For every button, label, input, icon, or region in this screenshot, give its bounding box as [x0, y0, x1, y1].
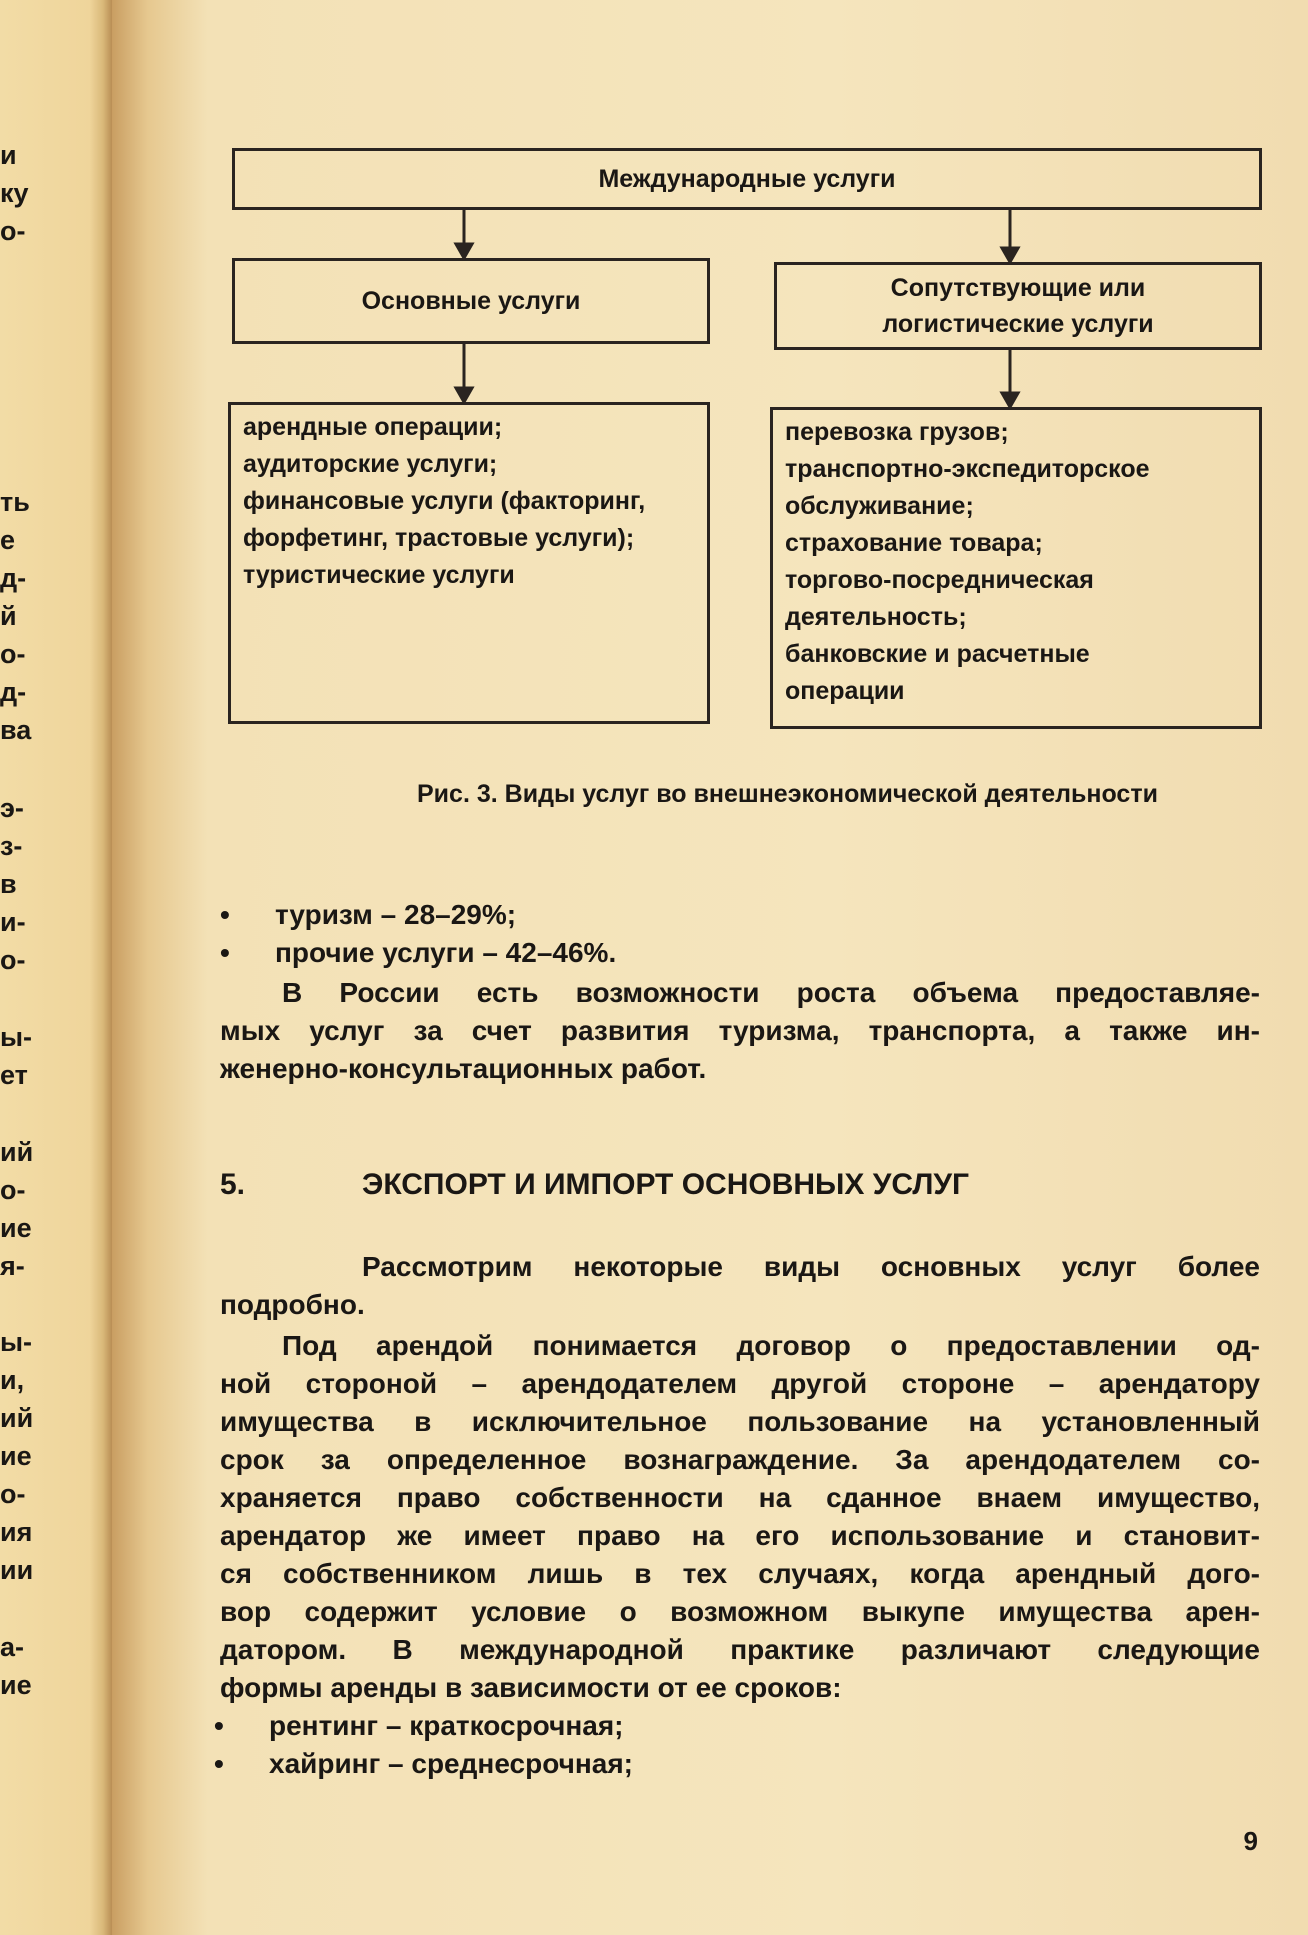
- list-item: банковские и расчетные: [785, 640, 1090, 668]
- list-item: деятельность;: [785, 603, 967, 631]
- list-item: страхование товара;: [785, 529, 1043, 557]
- paragraph-line: срок за определенное вознаграждение. За арендодателем со-: [220, 1444, 1260, 1475]
- list-item: торгово-посредническая: [785, 566, 1094, 594]
- edge-fragment: о-: [0, 1479, 26, 1509]
- diagram-right-header-line: логистические услуги: [882, 310, 1154, 338]
- edge-fragment: в: [0, 869, 17, 899]
- list-item: обслуживание;: [785, 492, 974, 520]
- diagram-left-header: Основные услуги: [361, 286, 581, 315]
- edge-fragment: о-: [0, 639, 26, 669]
- figure-caption-label: Рис. 3.: [417, 780, 498, 808]
- edge-fragment: ие: [0, 1441, 32, 1471]
- edge-fragment: й: [0, 601, 17, 631]
- paragraph-line: ной стороной – арендодателем другой стороне – арендатору: [220, 1368, 1260, 1399]
- edge-fragment: ии: [0, 1555, 34, 1585]
- edge-fragment: з-: [0, 831, 23, 861]
- paragraph-line: подробно.: [220, 1289, 365, 1320]
- bullet-item: [220, 896, 516, 934]
- section-title: ЭКСПОРТ И ИМПОРТ ОСНОВНЫХ УСЛУГ: [362, 1168, 970, 1201]
- edge-fragment: ие: [0, 1213, 32, 1243]
- paragraph-line: ся собственником лишь в тех случаях, когда арендный дого-: [220, 1558, 1260, 1589]
- list-item: арендные операции;: [243, 413, 503, 441]
- paragraph-line: арендатор же имеет право на его использование и становит-: [220, 1520, 1260, 1551]
- list-item: туристические услуги: [243, 561, 515, 589]
- bullet-dot: •: [214, 1710, 224, 1741]
- diagram-right-header-box: [774, 262, 1262, 350]
- bullet-dot: •: [214, 1748, 224, 1779]
- paragraph-line: имущества в исключительное пользование на установленный: [220, 1406, 1260, 1437]
- bullet-dot: •: [220, 937, 230, 968]
- figure-caption-text: Виды услуг во внешнеэкономической деятельности: [504, 780, 1158, 808]
- edge-fragment: е: [0, 525, 16, 555]
- list-item: транспортно-экспедиторское: [785, 455, 1150, 483]
- diagram-right-header-line: Сопутствующие или: [890, 274, 1146, 302]
- page-number: 9: [1243, 1826, 1258, 1856]
- diagram-connectors: [112, 0, 1308, 420]
- edge-fragment: д-: [0, 563, 27, 593]
- bullet-item: [214, 1707, 623, 1745]
- text-fragment: Под: [282, 1330, 377, 1361]
- bullet-text: рентинг – краткосрочная;: [269, 1710, 624, 1741]
- paragraph-line: [282, 1327, 1260, 1365]
- previous-page: [0, 0, 112, 1935]
- paragraph-line: Рассмотрим некоторые виды основных услуг более: [362, 1251, 1260, 1282]
- edge-fragment: ы-: [0, 1022, 33, 1052]
- bullet-text: прочие услуги – 42–46%.: [275, 937, 617, 968]
- bullet-text: туризм – 28–29%;: [275, 899, 517, 930]
- paragraph-line: мых услуг за счет развития туризма, транспорта, а также ин-: [220, 1015, 1260, 1046]
- list-item: перевозка грузов;: [785, 418, 1009, 446]
- edge-fragment: ет: [0, 1060, 28, 1090]
- list-item: форфетинг, трастовые услуги);: [243, 524, 635, 552]
- list-item: аудиторские услуги;: [243, 450, 498, 478]
- edge-fragment: ий: [0, 1137, 34, 1167]
- edge-fragment: я-: [0, 1251, 25, 1281]
- bullet-dot: •: [220, 899, 230, 930]
- bullet-item: [214, 1745, 633, 1783]
- edge-fragment: ия: [0, 1517, 33, 1547]
- edge-fragment: ий: [0, 1403, 34, 1433]
- paragraph-line: женерно-консультационных работ.: [220, 1053, 707, 1084]
- list-item: финансовые услуги (факторинг,: [243, 487, 646, 515]
- edge-fragment: ва: [0, 715, 32, 745]
- edge-fragment: ть: [0, 487, 30, 517]
- bullet-text: хайринг – среднесрочная;: [269, 1748, 633, 1779]
- edge-fragment: ы-: [0, 1327, 33, 1357]
- edge-fragment: д-: [0, 677, 27, 707]
- diagram-left-header-box: [232, 258, 710, 344]
- edge-fragment: ие: [0, 1670, 32, 1700]
- edge-fragment: о-: [0, 945, 26, 975]
- edge-fragment: и-: [0, 907, 26, 937]
- paragraph-line: храняется право собственности на сданное внаем имущество,: [220, 1482, 1260, 1513]
- bullet-item: [220, 934, 616, 972]
- diagram-top-label: Международные услуги: [598, 164, 896, 193]
- text-fragment: понимается договор о предоставлении од-: [493, 1330, 1261, 1361]
- edge-fragment: о-: [0, 1175, 26, 1205]
- edge-fragment: о-: [0, 216, 26, 246]
- edge-fragment: э-: [0, 793, 24, 823]
- edge-fragment: и: [0, 140, 17, 170]
- list-item: операции: [785, 677, 905, 705]
- paragraph-line: В России есть возможности роста объема предоставляе-: [282, 977, 1260, 1008]
- diagram-left-list-box: [228, 402, 710, 724]
- paragraph-line: датором. В международной практике различают следующие: [220, 1634, 1260, 1665]
- edge-fragment: и,: [0, 1365, 25, 1395]
- section-number: 5.: [220, 1168, 246, 1201]
- edge-fragment: а-: [0, 1632, 25, 1662]
- paragraph-line: вор содержит условие о возможном выкупе имущества арен-: [220, 1596, 1260, 1627]
- diagram-right-list-box: [770, 407, 1262, 729]
- paragraph-line: формы аренды в зависимости от ее сроков:: [220, 1672, 842, 1703]
- term-arenda: арендой: [376, 1330, 494, 1361]
- edge-fragment: ку: [0, 178, 29, 208]
- figure-caption: [417, 780, 1158, 809]
- book-page: [112, 0, 1308, 1935]
